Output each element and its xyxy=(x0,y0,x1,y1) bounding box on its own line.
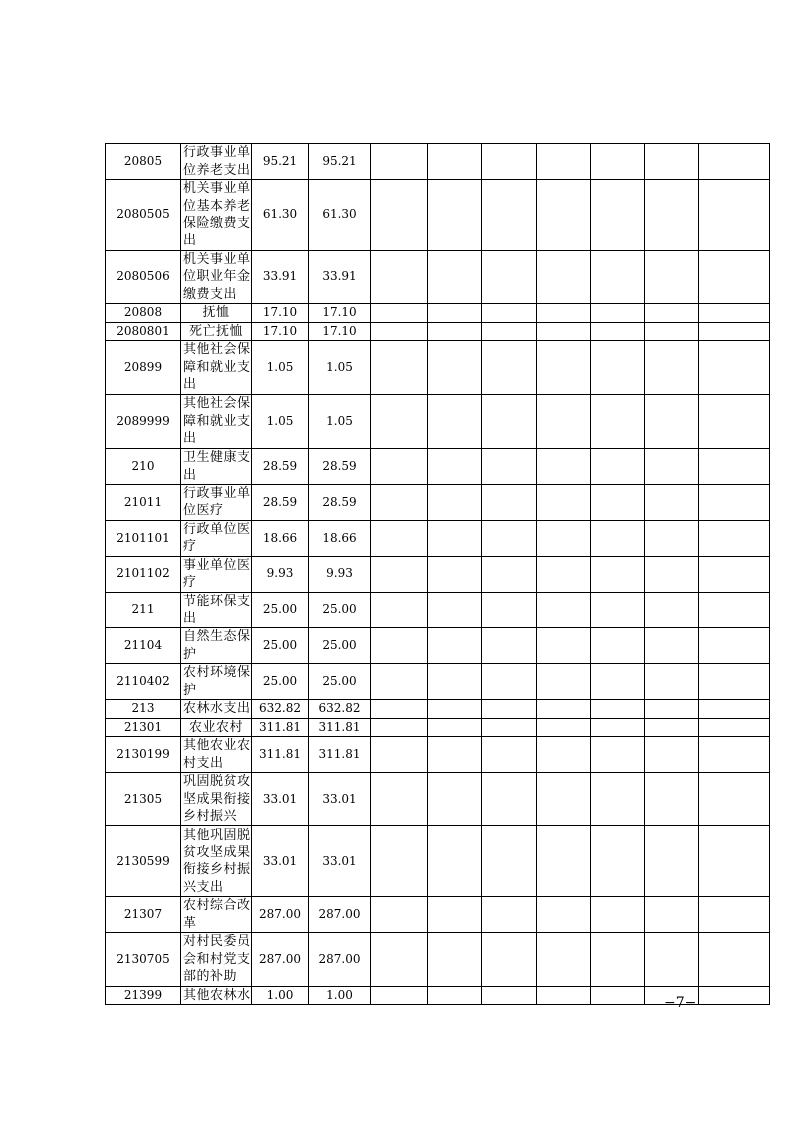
subject-name-cell: 抚恤 xyxy=(181,304,252,322)
table-body xyxy=(106,144,770,1005)
total-amount-cell: 33.01 xyxy=(252,773,309,826)
empty-cell xyxy=(699,933,770,986)
total-amount-cell: 632.82 xyxy=(252,700,309,718)
empty-cell xyxy=(428,144,482,180)
total-amount-cell: 61.30 xyxy=(252,180,309,251)
empty-cell xyxy=(537,718,591,736)
subject-code-cell: 2080506 xyxy=(106,251,181,304)
empty-cell xyxy=(482,144,537,180)
total-amount-cell: 1.05 xyxy=(252,395,309,449)
empty-cell xyxy=(371,897,428,933)
empty-cell xyxy=(591,986,645,1004)
empty-cell xyxy=(371,933,428,986)
empty-cell xyxy=(428,556,482,592)
empty-cell xyxy=(699,251,770,304)
subject-code-cell: 20808 xyxy=(106,304,181,322)
page-number: −7− xyxy=(664,995,697,1011)
subject-name-cell: 节能环保支 出 xyxy=(181,592,252,628)
empty-cell xyxy=(591,485,645,521)
table-row xyxy=(106,520,770,556)
empty-cell xyxy=(699,628,770,664)
empty-cell xyxy=(591,322,645,340)
empty-cell xyxy=(428,592,482,628)
empty-cell xyxy=(371,304,428,322)
empty-cell xyxy=(699,592,770,628)
empty-cell xyxy=(591,826,645,897)
empty-cell xyxy=(591,395,645,449)
empty-cell xyxy=(482,341,537,395)
empty-cell xyxy=(699,556,770,592)
empty-cell xyxy=(482,933,537,986)
table-row xyxy=(106,556,770,592)
empty-cell xyxy=(537,933,591,986)
empty-cell xyxy=(482,395,537,449)
subject-code-cell: 2130199 xyxy=(106,737,181,773)
empty-cell xyxy=(537,628,591,664)
empty-cell xyxy=(645,664,699,700)
empty-cell xyxy=(699,485,770,521)
basic-expenditure-cell: 33.01 xyxy=(309,773,371,826)
empty-cell xyxy=(699,520,770,556)
subject-code-cell: 21301 xyxy=(106,718,181,736)
empty-cell xyxy=(537,341,591,395)
empty-cell xyxy=(428,322,482,340)
basic-expenditure-cell: 25.00 xyxy=(309,592,371,628)
total-amount-cell: 1.00 xyxy=(252,986,309,1004)
empty-cell xyxy=(591,897,645,933)
table-row xyxy=(106,826,770,897)
empty-cell xyxy=(482,664,537,700)
basic-expenditure-cell: 28.59 xyxy=(309,449,371,485)
total-amount-cell: 9.93 xyxy=(252,556,309,592)
basic-expenditure-cell: 25.00 xyxy=(309,628,371,664)
empty-cell xyxy=(537,773,591,826)
table-row xyxy=(106,304,770,322)
empty-cell xyxy=(482,986,537,1004)
basic-expenditure-cell: 1.00 xyxy=(309,986,371,1004)
subject-name-cell: 其他巩固脱 贫攻坚成果 衔接乡村振 兴支出 xyxy=(181,826,252,897)
empty-cell xyxy=(428,773,482,826)
budget-table-container xyxy=(105,143,770,1005)
empty-cell xyxy=(699,664,770,700)
table-row xyxy=(106,737,770,773)
empty-cell xyxy=(699,773,770,826)
table-row xyxy=(106,485,770,521)
empty-cell xyxy=(371,322,428,340)
table-row xyxy=(106,628,770,664)
empty-cell xyxy=(699,700,770,718)
subject-code-cell: 2110402 xyxy=(106,664,181,700)
total-amount-cell: 287.00 xyxy=(252,933,309,986)
table-row xyxy=(106,664,770,700)
subject-code-cell: 21305 xyxy=(106,773,181,826)
basic-expenditure-cell: 17.10 xyxy=(309,304,371,322)
empty-cell xyxy=(591,251,645,304)
empty-cell xyxy=(482,449,537,485)
subject-code-cell: 21307 xyxy=(106,897,181,933)
empty-cell xyxy=(371,395,428,449)
empty-cell xyxy=(645,449,699,485)
empty-cell xyxy=(482,773,537,826)
subject-name-cell: 巩固脱贫攻 坚成果衔接 乡村振兴 xyxy=(181,773,252,826)
total-amount-cell: 25.00 xyxy=(252,628,309,664)
empty-cell xyxy=(428,304,482,322)
empty-cell xyxy=(482,180,537,251)
basic-expenditure-cell: 33.01 xyxy=(309,826,371,897)
empty-cell xyxy=(537,737,591,773)
empty-cell xyxy=(371,520,428,556)
empty-cell xyxy=(371,341,428,395)
empty-cell xyxy=(537,322,591,340)
empty-cell xyxy=(591,180,645,251)
subject-code-cell: 20899 xyxy=(106,341,181,395)
total-amount-cell: 95.21 xyxy=(252,144,309,180)
basic-expenditure-cell: 287.00 xyxy=(309,897,371,933)
subject-name-cell: 农村环境保 护 xyxy=(181,664,252,700)
empty-cell xyxy=(371,251,428,304)
budget-expenditure-table xyxy=(105,143,770,1005)
table-row xyxy=(106,592,770,628)
empty-cell xyxy=(591,933,645,986)
empty-cell xyxy=(428,395,482,449)
empty-cell xyxy=(591,556,645,592)
empty-cell xyxy=(537,897,591,933)
subject-code-cell: 2089999 xyxy=(106,395,181,449)
empty-cell xyxy=(645,556,699,592)
basic-expenditure-cell: 9.93 xyxy=(309,556,371,592)
table-row xyxy=(106,933,770,986)
basic-expenditure-cell: 25.00 xyxy=(309,664,371,700)
empty-cell xyxy=(645,520,699,556)
empty-cell xyxy=(428,897,482,933)
empty-cell xyxy=(699,737,770,773)
total-amount-cell: 28.59 xyxy=(252,485,309,521)
empty-cell xyxy=(591,341,645,395)
empty-cell xyxy=(371,773,428,826)
table-row xyxy=(106,180,770,251)
subject-name-cell: 行政事业单 位养老支出 xyxy=(181,144,252,180)
empty-cell xyxy=(482,826,537,897)
empty-cell xyxy=(482,304,537,322)
empty-cell xyxy=(645,933,699,986)
empty-cell xyxy=(645,773,699,826)
empty-cell xyxy=(645,592,699,628)
empty-cell xyxy=(428,251,482,304)
empty-cell xyxy=(482,556,537,592)
empty-cell xyxy=(645,897,699,933)
empty-cell xyxy=(371,986,428,1004)
subject-name-cell: 其他农业农 村支出 xyxy=(181,737,252,773)
subject-name-cell: 其他农林水 xyxy=(181,986,252,1004)
subject-name-cell: 卫生健康支 出 xyxy=(181,449,252,485)
empty-cell xyxy=(482,737,537,773)
total-amount-cell: 287.00 xyxy=(252,897,309,933)
empty-cell xyxy=(645,144,699,180)
empty-cell xyxy=(428,180,482,251)
empty-cell xyxy=(428,520,482,556)
subject-code-cell: 2101101 xyxy=(106,520,181,556)
empty-cell xyxy=(699,341,770,395)
empty-cell xyxy=(645,700,699,718)
empty-cell xyxy=(591,664,645,700)
empty-cell xyxy=(537,485,591,521)
empty-cell xyxy=(645,180,699,251)
subject-name-cell: 行政事业单 位医疗 xyxy=(181,485,252,521)
empty-cell xyxy=(591,144,645,180)
empty-cell xyxy=(699,897,770,933)
empty-cell xyxy=(537,180,591,251)
empty-cell xyxy=(428,826,482,897)
subject-code-cell: 21011 xyxy=(106,485,181,521)
basic-expenditure-cell: 311.81 xyxy=(309,718,371,736)
empty-cell xyxy=(591,592,645,628)
subject-code-cell: 213 xyxy=(106,700,181,718)
basic-expenditure-cell: 1.05 xyxy=(309,395,371,449)
empty-cell xyxy=(428,933,482,986)
empty-cell xyxy=(371,592,428,628)
subject-name-cell: 机关事业单 位职业年金 缴费支出 xyxy=(181,251,252,304)
table-row xyxy=(106,144,770,180)
total-amount-cell: 25.00 xyxy=(252,592,309,628)
basic-expenditure-cell: 28.59 xyxy=(309,485,371,521)
empty-cell xyxy=(645,341,699,395)
empty-cell xyxy=(645,251,699,304)
empty-cell xyxy=(699,180,770,251)
total-amount-cell: 25.00 xyxy=(252,664,309,700)
empty-cell xyxy=(537,144,591,180)
subject-code-cell: 210 xyxy=(106,449,181,485)
empty-cell xyxy=(482,485,537,521)
empty-cell xyxy=(699,144,770,180)
empty-cell xyxy=(537,826,591,897)
empty-cell xyxy=(537,304,591,322)
table-row xyxy=(106,251,770,304)
empty-cell xyxy=(591,449,645,485)
empty-cell xyxy=(645,304,699,322)
empty-cell xyxy=(537,556,591,592)
basic-expenditure-cell: 632.82 xyxy=(309,700,371,718)
basic-expenditure-cell: 17.10 xyxy=(309,322,371,340)
subject-name-cell: 对村民委员 会和村党支 部的补助 xyxy=(181,933,252,986)
empty-cell xyxy=(645,826,699,897)
empty-cell xyxy=(482,628,537,664)
empty-cell xyxy=(482,520,537,556)
empty-cell xyxy=(699,322,770,340)
empty-cell xyxy=(645,737,699,773)
subject-name-cell: 其他社会保 障和就业支 出 xyxy=(181,395,252,449)
empty-cell xyxy=(591,304,645,322)
subject-name-cell: 死亡抚恤 xyxy=(181,322,252,340)
empty-cell xyxy=(645,718,699,736)
subject-name-cell: 农村综合改 革 xyxy=(181,897,252,933)
empty-cell xyxy=(537,395,591,449)
empty-cell xyxy=(428,986,482,1004)
empty-cell xyxy=(645,628,699,664)
subject-name-cell: 农业农村 xyxy=(181,718,252,736)
subject-name-cell: 其他社会保 障和就业支 出 xyxy=(181,341,252,395)
empty-cell xyxy=(428,485,482,521)
empty-cell xyxy=(645,485,699,521)
empty-cell xyxy=(371,737,428,773)
subject-name-cell: 事业单位医 疗 xyxy=(181,556,252,592)
empty-cell xyxy=(428,700,482,718)
subject-name-cell: 行政单位医 疗 xyxy=(181,520,252,556)
basic-expenditure-cell: 95.21 xyxy=(309,144,371,180)
subject-code-cell: 2080505 xyxy=(106,180,181,251)
empty-cell xyxy=(537,592,591,628)
subject-code-cell: 21399 xyxy=(106,986,181,1004)
basic-expenditure-cell: 311.81 xyxy=(309,737,371,773)
subject-code-cell: 2130599 xyxy=(106,826,181,897)
empty-cell xyxy=(371,485,428,521)
subject-code-cell: 2101102 xyxy=(106,556,181,592)
empty-cell xyxy=(371,700,428,718)
empty-cell xyxy=(428,341,482,395)
table-row xyxy=(106,897,770,933)
empty-cell xyxy=(591,773,645,826)
subject-code-cell: 20805 xyxy=(106,144,181,180)
empty-cell xyxy=(591,700,645,718)
empty-cell xyxy=(371,628,428,664)
empty-cell xyxy=(591,737,645,773)
total-amount-cell: 28.59 xyxy=(252,449,309,485)
empty-cell xyxy=(699,718,770,736)
table-row xyxy=(106,322,770,340)
total-amount-cell: 17.10 xyxy=(252,322,309,340)
basic-expenditure-cell: 1.05 xyxy=(309,341,371,395)
table-row xyxy=(106,773,770,826)
empty-cell xyxy=(537,520,591,556)
empty-cell xyxy=(482,251,537,304)
total-amount-cell: 311.81 xyxy=(252,737,309,773)
empty-cell xyxy=(537,664,591,700)
subject-name-cell: 农林水支出 xyxy=(181,700,252,718)
table-row xyxy=(106,341,770,395)
empty-cell xyxy=(537,449,591,485)
empty-cell xyxy=(371,449,428,485)
basic-expenditure-cell: 33.91 xyxy=(309,251,371,304)
empty-cell xyxy=(482,718,537,736)
empty-cell xyxy=(371,556,428,592)
empty-cell xyxy=(591,628,645,664)
total-amount-cell: 18.66 xyxy=(252,520,309,556)
empty-cell xyxy=(591,718,645,736)
empty-cell xyxy=(428,737,482,773)
table-row xyxy=(106,449,770,485)
basic-expenditure-cell: 61.30 xyxy=(309,180,371,251)
empty-cell xyxy=(371,144,428,180)
total-amount-cell: 1.05 xyxy=(252,341,309,395)
empty-cell xyxy=(482,700,537,718)
empty-cell xyxy=(428,664,482,700)
empty-cell xyxy=(428,718,482,736)
empty-cell xyxy=(428,449,482,485)
empty-cell xyxy=(482,322,537,340)
table-row xyxy=(106,395,770,449)
subject-code-cell: 21104 xyxy=(106,628,181,664)
empty-cell xyxy=(482,897,537,933)
empty-cell xyxy=(699,986,770,1004)
total-amount-cell: 311.81 xyxy=(252,718,309,736)
total-amount-cell: 33.91 xyxy=(252,251,309,304)
empty-cell xyxy=(699,304,770,322)
empty-cell xyxy=(371,826,428,897)
subject-code-cell: 2080801 xyxy=(106,322,181,340)
subject-code-cell: 211 xyxy=(106,592,181,628)
empty-cell xyxy=(537,986,591,1004)
empty-cell xyxy=(645,322,699,340)
empty-cell xyxy=(371,718,428,736)
empty-cell xyxy=(537,700,591,718)
empty-cell xyxy=(482,592,537,628)
total-amount-cell: 17.10 xyxy=(252,304,309,322)
basic-expenditure-cell: 287.00 xyxy=(309,933,371,986)
subject-code-cell: 2130705 xyxy=(106,933,181,986)
table-row xyxy=(106,718,770,736)
empty-cell xyxy=(645,395,699,449)
empty-cell xyxy=(371,664,428,700)
basic-expenditure-cell: 18.66 xyxy=(309,520,371,556)
subject-name-cell: 自然生态保 护 xyxy=(181,628,252,664)
subject-name-cell: 机关事业单 位基本养老 保险缴费支 出 xyxy=(181,180,252,251)
empty-cell xyxy=(699,826,770,897)
empty-cell xyxy=(428,628,482,664)
table-row xyxy=(106,700,770,718)
empty-cell xyxy=(591,520,645,556)
total-amount-cell: 33.01 xyxy=(252,826,309,897)
empty-cell xyxy=(699,449,770,485)
empty-cell xyxy=(537,251,591,304)
empty-cell xyxy=(371,180,428,251)
empty-cell xyxy=(699,395,770,449)
